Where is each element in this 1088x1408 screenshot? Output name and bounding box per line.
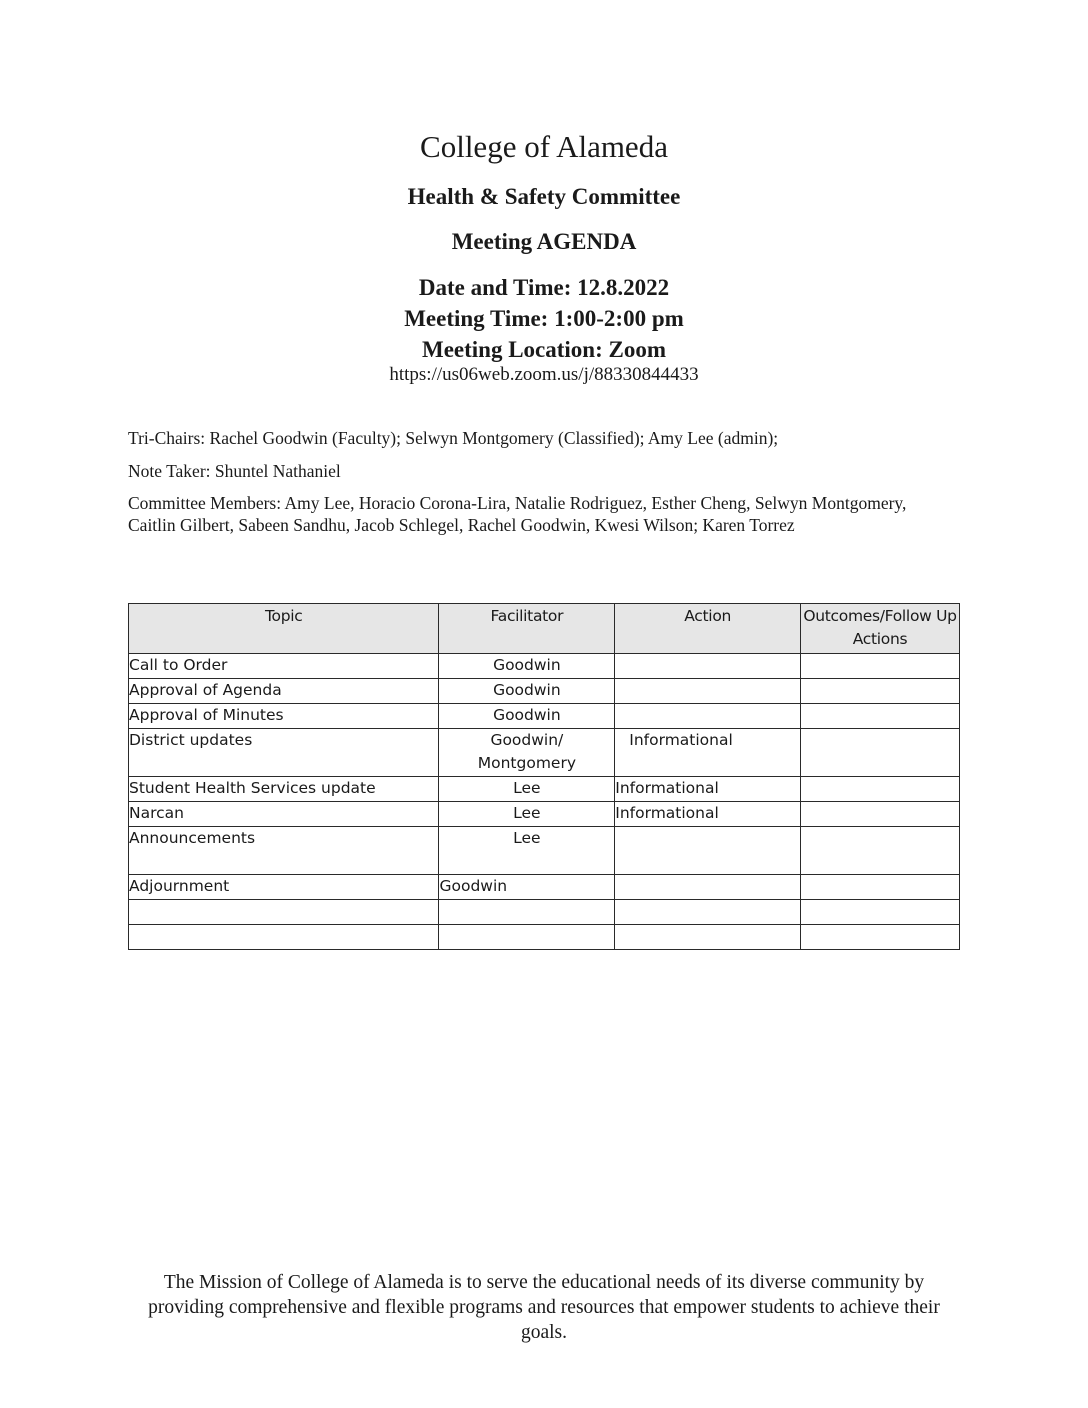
- row-facilitator: Lee: [439, 777, 615, 802]
- row-action: Informational: [615, 777, 801, 802]
- table-row: [129, 900, 960, 925]
- row-outcomes: [801, 729, 960, 777]
- row-action: [615, 900, 801, 925]
- row-outcomes: [801, 777, 960, 802]
- table-row: [129, 827, 960, 875]
- row-action: [615, 827, 801, 875]
- row-facilitator: Goodwin: [439, 704, 615, 729]
- tri-chairs: Tri-Chairs: Rachel Goodwin (Faculty); Selwyn Montgomery (Classified); Amy Lee (admin);: [128, 428, 779, 448]
- committee-name: Health & Safety Committee: [407, 184, 681, 209]
- row-topic: Call to Order: [129, 654, 439, 679]
- table-row: [129, 704, 960, 729]
- header-topic: Topic: [129, 604, 439, 654]
- row-topic: District updates: [129, 729, 439, 777]
- header-action: Action: [615, 604, 801, 654]
- row-outcomes: [801, 654, 960, 679]
- row-outcomes: [801, 679, 960, 704]
- document-title: Meeting AGENDA: [451, 229, 637, 254]
- row-topic: Adjournment: [129, 875, 439, 900]
- table-row: [129, 679, 960, 704]
- table-row: [129, 875, 960, 900]
- row-topic: Approval of Agenda: [129, 679, 439, 704]
- row-facilitator: [439, 900, 615, 925]
- row-action: [615, 925, 801, 950]
- header-outcomes: Outcomes/Follow Up Actions: [801, 604, 960, 654]
- row-action: [615, 875, 801, 900]
- row-topic: [129, 900, 439, 925]
- agenda-table: [128, 603, 960, 950]
- row-topic: Narcan: [129, 802, 439, 827]
- row-facilitator: Lee: [439, 802, 615, 827]
- row-action: Informational: [615, 729, 801, 777]
- row-action: [615, 654, 801, 679]
- row-outcomes: [801, 925, 960, 950]
- mission-statement: The Mission of College of Alameda is to serve the educational needs of its diverse community by providing comprehensive and flexible programs and resources that empower students to achieve their goals.: [148, 1272, 940, 1343]
- table-row: [129, 654, 960, 679]
- zoom-link[interactable]: https://us06web.zoom.us/j/88330844433: [389, 364, 699, 385]
- row-outcomes: [801, 827, 960, 875]
- meeting-time: Meeting Time: 1:00-2:00 pm: [404, 306, 684, 331]
- row-action: Informational: [615, 802, 801, 827]
- row-topic: Student Health Services update: [129, 777, 439, 802]
- row-topic: Approval of Minutes: [129, 704, 439, 729]
- header-facilitator: Facilitator: [439, 604, 615, 654]
- meeting-info: [0, 272, 1088, 365]
- meeting-date: Date and Time: 12.8.2022: [418, 275, 670, 300]
- row-outcomes: [801, 900, 960, 925]
- row-facilitator: Goodwin/ Montgomery: [439, 729, 615, 777]
- meeting-location: Meeting Location: Zoom: [421, 337, 666, 362]
- row-outcomes: [801, 875, 960, 900]
- college-name: College of Alameda: [420, 129, 668, 164]
- row-topic: [129, 925, 439, 950]
- committee-members: Committee Members: Amy Lee, Horacio Corona-Lira, Natalie Rodriguez, Esther Cheng, Selwyn Montgomery, Caitlin Gilbert, Sabeen Sandhu, Jacob Schlegel, Rachel Goodwin, Kwesi Wilson; Karen Torrez: [128, 493, 907, 535]
- table-row: [129, 729, 960, 777]
- table-row: [129, 777, 960, 802]
- row-outcomes: [801, 704, 960, 729]
- row-facilitator: Goodwin: [439, 679, 615, 704]
- row-topic: Announcements: [129, 827, 439, 875]
- row-outcomes: [801, 802, 960, 827]
- note-taker: Note Taker: Shuntel Nathaniel: [128, 461, 341, 481]
- row-facilitator: Lee: [439, 827, 615, 875]
- row-facilitator: Goodwin: [439, 875, 615, 900]
- table-header-row: [129, 604, 960, 654]
- table-row: [129, 925, 960, 950]
- row-facilitator: [439, 925, 615, 950]
- row-facilitator: Goodwin: [439, 654, 615, 679]
- row-action: [615, 704, 801, 729]
- table-row: [129, 802, 960, 827]
- row-action: [615, 679, 801, 704]
